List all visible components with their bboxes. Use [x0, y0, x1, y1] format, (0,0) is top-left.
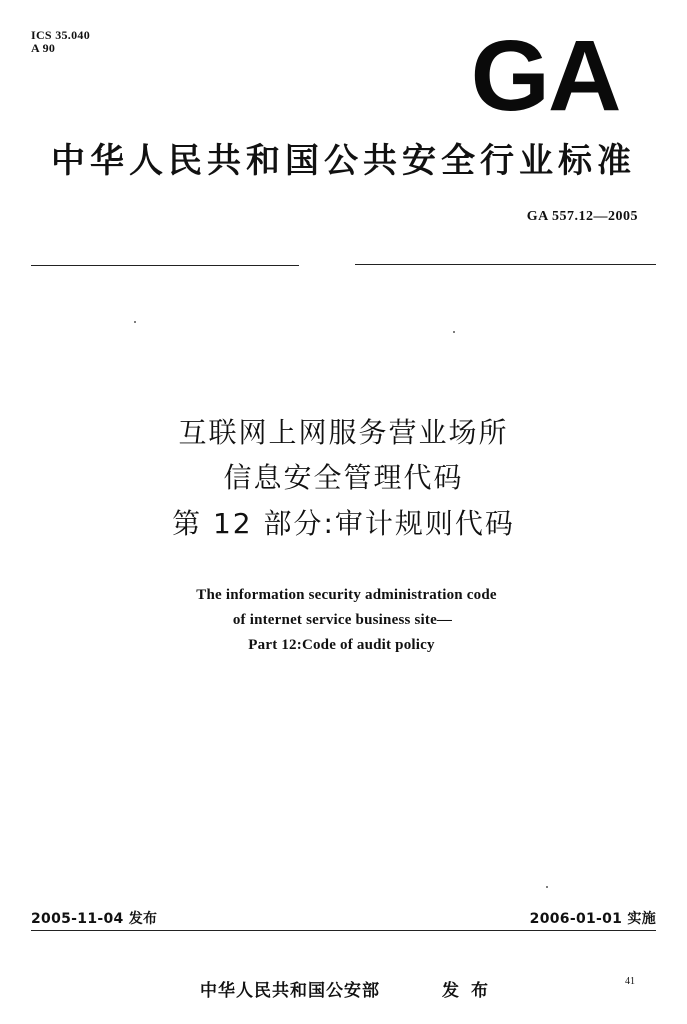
issue-date: 2005-11-04 发布	[31, 911, 158, 927]
ccs-code: A 90	[31, 41, 56, 55]
standard-title: 中华人民共和国公共安全行业标准	[51, 141, 636, 181]
title-cn-line-3: 第 12 部分:审计规则代码	[172, 507, 515, 540]
title-cn-line-1: 互联网上网服务营业场所	[178, 416, 509, 449]
title-en-line-2: of internet service business site—	[232, 612, 453, 628]
page-number: 41	[625, 976, 635, 987]
header-divider-left	[31, 265, 299, 266]
title-cn-line-2: 信息安全管理代码	[223, 461, 464, 494]
scan-speck	[453, 331, 455, 333]
title-en-line-3: Part 12:Code of audit policy	[248, 637, 435, 653]
issuer-action: 发布	[442, 981, 500, 1001]
ics-code: ICS 35.040	[31, 28, 91, 42]
title-en-line-1: The information security administration code	[196, 587, 497, 603]
scan-speck	[546, 886, 548, 888]
scan-speck	[134, 321, 136, 323]
implementation-date: 2006-01-01 实施	[529, 911, 656, 927]
issuer: 中华人民共和国公安部	[200, 981, 380, 1001]
footer-divider	[31, 930, 656, 931]
standard-number: GA 557.12—2005	[526, 209, 638, 224]
ga-logo: GA	[470, 20, 620, 132]
header-divider-right	[355, 264, 656, 265]
